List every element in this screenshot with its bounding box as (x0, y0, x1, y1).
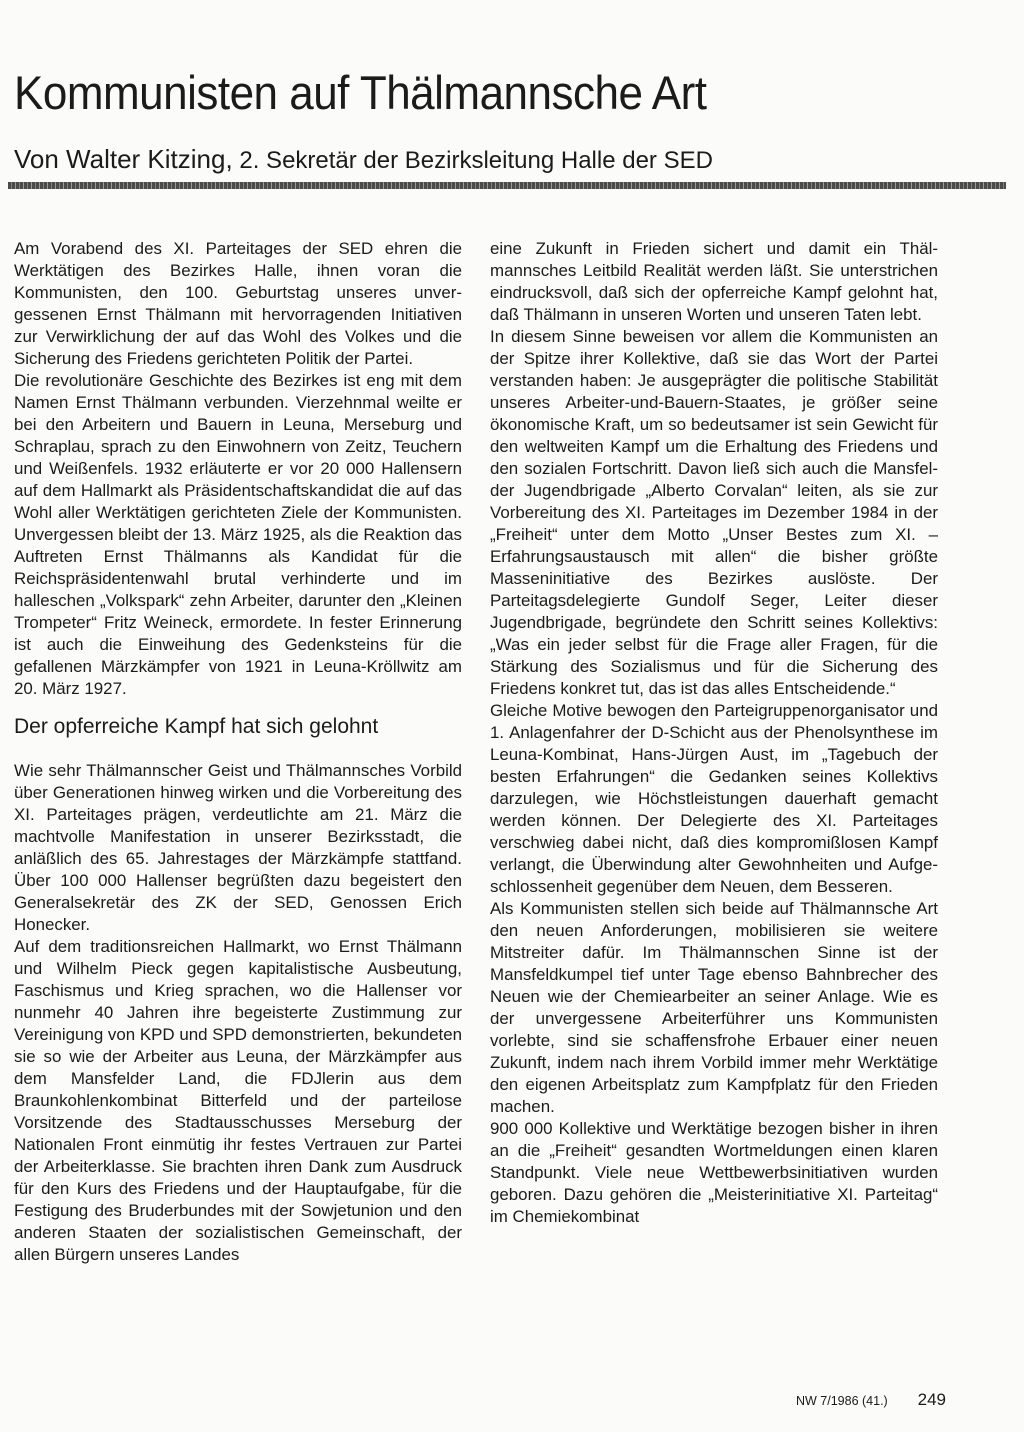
paragraph: eine Zukunft in Frieden sichert und damit ein Thälmannsches Leitbild Realität werden läßt. Sie unterstrichen eindrucksvoll, daß sich der opferreiche Kampf gelohnt hat, daß Thälmann in unseren Worten und unseren Taten lebt. (490, 239, 938, 324)
byline-author: Von Walter Kitzing, (14, 144, 233, 174)
header-rule (8, 182, 1006, 189)
paragraph: In diesem Sinne beweisen vor allem die Kommunisten an der Spitze ihrer Kollektive, daß sie das Wort der Partei verstanden haben: Je ausgeprägter die politische Stabilität unseres Arbeiter-und-Bauern-Staates, je größer seine ökonomische Kraft, um so bedeutsamer ist sein Gewicht für den weltweiten Kampf um die Erhaltung des Friedens und den sozialen Fortschritt. Davon ließ sich auch die Mansfelder Jugendbrigade „Alberto Corvalan“ leiten, als sie zur Vorbereitung des XI. Parteitages im Dezember 1984 in der „Freiheit“ unter dem Motto „Unser Bestes zum XI. – Erfahrungsaustausch mit allen“ die bisher größte Masseninitiative des Bezirkes auslöste. Der Parteitagsdelegierte Gundolf Seger, Leiter dieser Jugendbrigade, begründete den Schritt seines Kollektivs: „Was ein jeder selbst für die Frage aller Fragen, für die Stärkung des Sozialismus und für die Sicherung des Friedens konkret tut, das ist das alles Entscheidende.“ (490, 327, 938, 698)
paragraph: Gleiche Motive bewogen den Parteigruppenorganisator und 1. Anlagenfahrer der D-Schicht aus der Phenolsynthese im Leuna-Kombinat, Hans-Jürgen Aust, im „Tagebuch der besten Erfahrungen“ die Gedanken seines Kollektivs darzulegen, wie Höchstleistungen dauerhaft gemacht werden können. Der Delegierte des XI. Parteitages verschwieg dabei nicht, daß dies kompromißlosen Kampf verlangt, die Überwindung alter Gewohnheiten und Aufgeschlossenheit gegenüber dem Neuen, dem Besseren. (490, 701, 938, 896)
page-footer (796, 1390, 946, 1414)
paragraph: Wie sehr Thälmannscher Geist und Thälmannsches Vorbild über Generationen hinweg wirken und die Vorbereitung des XI. Parteitages prägen, verdeutlichte am 21. März die machtvolle Manifestation in unserer Bezirksstadt, die anläßlich des 65. Jahrestages der Märzkämpfe stattfand. Über 100 000 Hallenser begrüßten dazu begeistert den Generalsekretär des ZK der SED, Genossen Erich Honecker. (14, 761, 462, 934)
paragraph: Am Vorabend des XI. Parteitages der SED ehren die Werktätigen des Bezirkes Halle, ihnen voran die Kommunisten, den 100. Geburtstag unseres unvergessenen Ernst Thälmann mit hervorragenden Initiativen zur Verwirklichung der auf das Wohl des Volkes und die Sicherung des Friedens gerichteten Politik der Partei. (14, 239, 462, 368)
paragraph: Auf dem traditionsreichen Hallmarkt, wo Ernst Thälmann und Wilhelm Pieck gegen kapitalistische Ausbeutung, Faschismus und Krieg sprachen, wo die Hallenser vor nunmehr 40 Jahren ihre begeisterte Zustimmung zur Vereinigung von KPD und SPD demonstrierten, bekundeten sie so wie der Arbeiter aus Leuna, der Märzkämpfer aus dem Mansfelder Land, die FDJlerin aus dem Braunkohlenkombinat Bitterfeld und der parteilose Vorsitzende des Stadtausschusses Merseburg der Nationalen Front einmütig ihr festes Vertrauen zur Partei der Arbeiterklasse. Sie brachten ihren Dank zum Ausdruck für den Kurs des Friedens und der Hauptaufgabe, für die Festigung des Bruderbundes mit der Sowjetunion und den anderen Staaten der sozialistischen Gemeinschaft, der allen Bürgern unseres Landes (14, 937, 462, 1264)
paragraph: Die revolutionäre Geschichte des Bezirkes ist eng mit dem Namen Ernst Thälmann verbunden. Vierzehnmal weilte er bei den Arbeitern und Bauern in Leuna, Merseburg und Schraplau, sprach zu den Einwohnern von Zeitz, Teuchern und Weißenfels. 1932 erläuterte er vor 20 000 Hallensern auf dem Hallmarkt als Präsidentschaftskandidat die auf das Wohl aller Werktätigen gerichteten Ziele der Kommunisten. Unvergessen bleibt der 13. März 1925, als die Reaktion das Auftreten Ernst Thälmanns als Kandidat für die Reichspräsidentenwahl brutal verhinderte und im halleschen „Volkspark“ zehn Arbeiter, darunter den „Kleinen Trompeter“ Fritz Weineck, ermordete. In fester Erinnerung ist auch die Einweihung des Gedenksteins für die gefallenen Märzkämpfer von 1921 in Leuna-Kröllwitz am 20. März 1927. (14, 371, 462, 698)
page-number: 249 (917, 1390, 946, 1409)
right-column (490, 238, 938, 1228)
issue-reference: NW 7/1986 (41.) (796, 1394, 888, 1408)
paragraph: 900 000 Kollektive und Werktätige bezogen bisher in ihren an die „Freiheit“ gesandten Wortmeldungen einen klaren Standpunkt. Viele neue Wettbewerbsinitiativen wurden geboren. Dazu gehören die „Meisterinitiative XI. Parteitag“ im Chemiekombinat (490, 1119, 938, 1226)
byline (14, 143, 1004, 176)
page-title: Kommunisten auf Thälmannsche Art (14, 66, 707, 120)
byline-role: 2. Sekretär der Bezirksleitung Halle der SED (239, 147, 713, 174)
paragraph: Als Kommunisten stellen sich beide auf Thälmannsche Art den neuen Anforderungen, mobilisieren sie weitere Mitstreiter dafür. Im Thälmannschen Sinne ist der Mansfeldkumpel tief unter Tage ebenso Bahnbrecher des Neuen wie der Chemiearbeiter an seiner Anlage. Wie es der unvergessene Arbeiterführer uns Kommunisten vorlebte, sind sie schaffensfrohe Erbauer einer neuen Zukunft, indem nach ihrem Vorbild immer mehr Werktätige den eigenen Arbeitsplatz zum Kampfplatz für den Frieden machen. (490, 899, 938, 1116)
section-heading: Der opferreiche Kampf hat sich gelohnt (14, 715, 379, 738)
left-column (14, 238, 462, 1266)
